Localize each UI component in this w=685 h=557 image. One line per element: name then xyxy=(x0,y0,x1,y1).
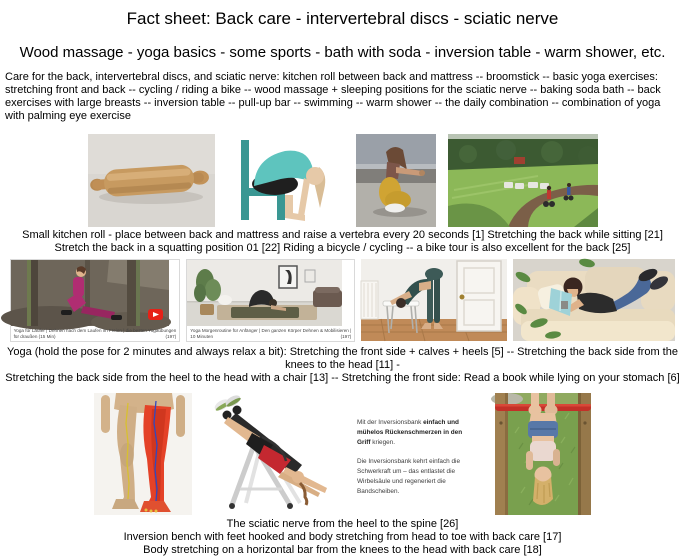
page-subtitle: Wood massage - yoga basics - some sports - bath with soda - inversion table - warm shower, etc. xyxy=(19,44,666,61)
sitting-stretch-illustration xyxy=(227,134,344,227)
row3-caption-line1: The sciatic nerve from the heel to the spine [26] xyxy=(226,518,459,530)
cycling-road-image xyxy=(448,134,598,227)
image-row-1 xyxy=(0,134,685,227)
inversion-info-paragraph-2: Die Inversionsbank kehrt einfach die Schwerkraft um – das entlastet die Wirbelsäule und regeneriert die Bandscheiben. xyxy=(357,458,461,495)
yoga-morning-routine-video-thumbnail[interactable] xyxy=(186,259,355,342)
row2-caption-line1: Yoga (hold the pose for 2 minutes and always relax a bit): Stretching the front side + calves + heels [5] -- Stretching the back side from the knees to the head [11] - xyxy=(7,346,678,371)
row2-caption-line2: Stretching the back side from the heel to the head with a chair [13] -- Stretching the front side: Read a book while lying on your stomach [6] xyxy=(5,372,680,384)
video1-title-line1: Yoga für Läufer | Dehnen nach dem Laufen im Freien | die besten Yogaübungen xyxy=(13,328,177,333)
inversion-info-text xyxy=(357,393,473,506)
intro-paragraph: Care for the back, intervertebral discs, and sciatic nerve: kitchen roll between back and mattress -- broomstick -- basic yoga exercises: stretching front and back -- cycling / riding a bike -- wood massage + sleeping positions for the sciatic nerve -- baking soda bath -- back exercises with large breasts -- inversion table -- pull-up bar -- swimming -- warm shower -- the daily combination -- combination of yoga with palming eye exercise xyxy=(5,71,661,122)
kitchen-roll-image xyxy=(88,134,215,227)
youtube-play-icon xyxy=(148,309,163,320)
row3-caption-line2: Inversion bench with feet hooked and body stretching from head to toe with back care [17] xyxy=(123,531,562,543)
video2-title-line1: Yoga Morgenroutine für Anfänger | Den ganzen Körper Dehnen & Mobilisieren | xyxy=(190,328,352,333)
inversion-bench-image xyxy=(202,393,349,515)
chair-stretch-image xyxy=(361,259,507,341)
image-row-3 xyxy=(0,393,685,515)
row1-caption-line2: Stretch the back in a squatting position 01 [22] Riding a bicycle / cycling -- a bike tour is also excellent for the back [25] xyxy=(54,242,631,254)
inversion-info-paragraph-1: Mit der Inversionsbank einfach und mühelos Rückenschmerzen in den Griff kriegen. xyxy=(357,419,463,446)
row3-caption-line3: Body stretching on a horizontal bar from the knees to the head with back care [18] xyxy=(143,544,542,556)
horizontal-bar-hanging-image xyxy=(495,393,591,515)
image-row-2 xyxy=(0,259,685,342)
sciatic-nerve-anatomy-image xyxy=(94,393,192,515)
video2-duration: (197) xyxy=(340,334,352,339)
yoga-runners-video-thumbnail[interactable] xyxy=(10,259,181,342)
reading-on-stomach-image xyxy=(513,259,675,341)
video2-caption xyxy=(187,326,354,341)
video1-caption xyxy=(11,326,180,341)
video1-duration: (197) xyxy=(165,334,177,339)
video2-title-line2: 10 Minuten xyxy=(190,334,213,339)
row1-caption-line1: Small kitchen roll - place between back and mattress and raise a vertebra every 20 seconds [1] Stretching the back while sitting [21] xyxy=(22,229,663,241)
video1-title-line2: für draußen (15 Min) xyxy=(13,334,56,339)
page-title: Fact sheet: Back care - intervertebral discs - sciatic nerve xyxy=(126,9,559,28)
squat-stretch-image xyxy=(356,134,436,227)
